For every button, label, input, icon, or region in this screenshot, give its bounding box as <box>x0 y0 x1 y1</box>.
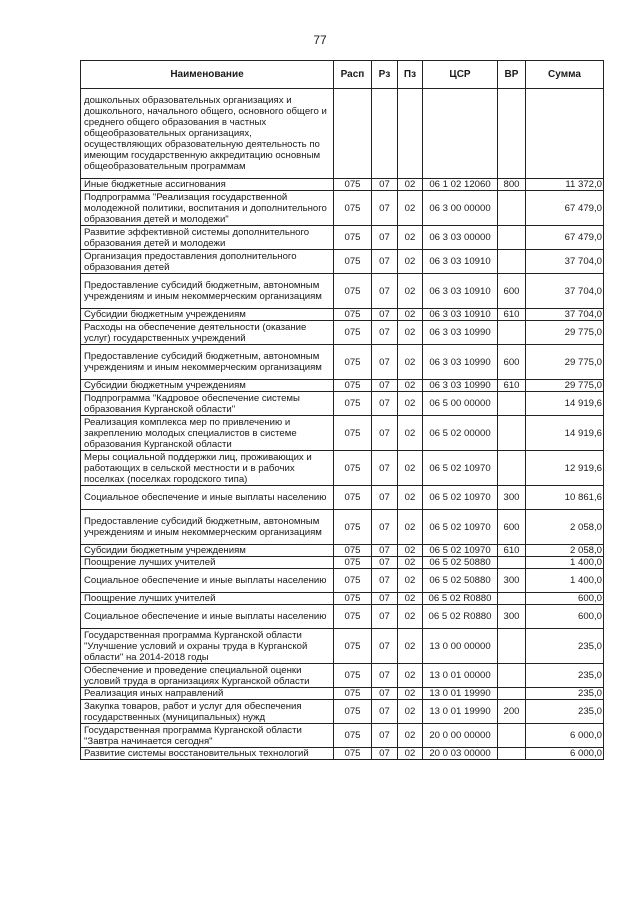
cell-sum: 6 000,0 <box>526 724 604 748</box>
table-row <box>81 510 604 545</box>
cell-rz: 07 <box>372 700 398 724</box>
table-row <box>81 321 604 345</box>
cell-csr: 20 0 00 00000 <box>423 724 498 748</box>
cell-sum: 2 058,0 <box>526 545 604 557</box>
page-number: 77 <box>313 33 327 47</box>
cell-sum: 235,0 <box>526 629 604 664</box>
cell-pz: 02 <box>398 321 423 345</box>
cell-name: Субсидии бюджетным учреждениям <box>81 545 334 557</box>
header-rasp: Расп <box>334 61 372 89</box>
cell-vr <box>498 724 526 748</box>
table-row <box>81 545 604 557</box>
cell-rz: 07 <box>372 345 398 380</box>
cell-rz: 07 <box>372 545 398 557</box>
table-row <box>81 89 604 179</box>
cell-pz: 02 <box>398 345 423 380</box>
cell-vr <box>498 629 526 664</box>
cell-vr: 200 <box>498 700 526 724</box>
cell-sum: 1 400,0 <box>526 557 604 569</box>
cell-rasp: 075 <box>334 593 372 605</box>
cell-csr: 06 3 03 10910 <box>423 250 498 274</box>
cell-pz: 02 <box>398 724 423 748</box>
cell-name: Предоставление субсидий бюджетным, автономным учреждениям и иным некоммерческим организациям <box>81 274 334 309</box>
cell-name: Меры социальной поддержки лиц, проживающих и работающих в сельской местности и в рабочих поселках (поселках городского типа) <box>81 451 334 486</box>
cell-name: Развитие системы восстановительных технологий <box>81 748 334 760</box>
cell-csr: 06 1 02 12060 <box>423 179 498 191</box>
cell-vr: 610 <box>498 380 526 392</box>
cell-rz: 07 <box>372 664 398 688</box>
cell-pz: 02 <box>398 545 423 557</box>
cell-rz: 07 <box>372 510 398 545</box>
cell-vr: 800 <box>498 179 526 191</box>
cell-sum: 235,0 <box>526 664 604 688</box>
cell-pz: 02 <box>398 510 423 545</box>
cell-vr <box>498 321 526 345</box>
cell-name: Социальное обеспечение и иные выплаты населению <box>81 486 334 510</box>
cell-name: Поощрение лучших учителей <box>81 593 334 605</box>
table-row <box>81 593 604 605</box>
cell-rasp: 075 <box>334 569 372 593</box>
table-row <box>81 274 604 309</box>
cell-vr: 300 <box>498 569 526 593</box>
cell-rasp: 075 <box>334 274 372 309</box>
cell-sum: 235,0 <box>526 688 604 700</box>
cell-name: Расходы на обеспечение деятельности (оказание услуг) государственных учреждений <box>81 321 334 345</box>
header-row <box>81 61 604 89</box>
cell-rz: 07 <box>372 748 398 760</box>
cell-rasp: 075 <box>334 688 372 700</box>
cell-pz: 02 <box>398 416 423 451</box>
table-row <box>81 664 604 688</box>
table-row <box>81 688 604 700</box>
cell-vr <box>498 250 526 274</box>
cell-csr: 13 0 01 19990 <box>423 700 498 724</box>
cell-csr: 06 5 02 10970 <box>423 486 498 510</box>
cell-sum: 37 704,0 <box>526 309 604 321</box>
cell-rasp: 075 <box>334 605 372 629</box>
cell-csr: 13 0 01 19990 <box>423 688 498 700</box>
cell-rasp: 075 <box>334 510 372 545</box>
cell-pz: 02 <box>398 451 423 486</box>
cell-pz: 02 <box>398 664 423 688</box>
cell-name: Обеспечение и проведение специальной оценки условий труда в организациях Курганской области <box>81 664 334 688</box>
cell-rz: 07 <box>372 724 398 748</box>
cell-rz: 07 <box>372 688 398 700</box>
cell-rz: 07 <box>372 380 398 392</box>
table-row <box>81 191 604 226</box>
cell-pz: 02 <box>398 191 423 226</box>
cell-csr: 06 5 02 R0880 <box>423 593 498 605</box>
cell-vr: 600 <box>498 274 526 309</box>
cell-rasp: 075 <box>334 451 372 486</box>
cell-name: Субсидии бюджетным учреждениям <box>81 309 334 321</box>
cell-sum: 67 479,0 <box>526 226 604 250</box>
cell-pz: 02 <box>398 605 423 629</box>
cell-csr: 06 5 02 50880 <box>423 557 498 569</box>
cell-name: Организация предоставления дополнительного образования детей <box>81 250 334 274</box>
cell-vr: 610 <box>498 309 526 321</box>
cell-csr: 06 3 03 10910 <box>423 309 498 321</box>
header-pz: Пз <box>398 61 423 89</box>
cell-rasp: 075 <box>334 392 372 416</box>
table-body <box>81 89 604 760</box>
cell-name: Государственная программа Курганской области "Завтра начинается сегодня" <box>81 724 334 748</box>
cell-name: Иные бюджетные ассигнования <box>81 179 334 191</box>
cell-vr <box>498 392 526 416</box>
cell-rasp: 075 <box>334 664 372 688</box>
cell-sum: 600,0 <box>526 593 604 605</box>
cell-pz: 02 <box>398 629 423 664</box>
cell-rasp: 075 <box>334 226 372 250</box>
table-row <box>81 605 604 629</box>
cell-sum: 14 919,6 <box>526 416 604 451</box>
cell-name: Реализация иных направлений <box>81 688 334 700</box>
cell-pz: 02 <box>398 700 423 724</box>
cell-rz: 07 <box>372 557 398 569</box>
cell-rasp: 075 <box>334 486 372 510</box>
cell-name: Социальное обеспечение и иные выплаты населению <box>81 605 334 629</box>
cell-vr <box>498 664 526 688</box>
cell-name: Государственная программа Курганской области "Улучшение условий и охраны труда в Курганской области" на 2014-2018 годы <box>81 629 334 664</box>
cell-vr <box>498 416 526 451</box>
table-row <box>81 416 604 451</box>
cell-sum: 10 861,6 <box>526 486 604 510</box>
cell-name: Субсидии бюджетным учреждениям <box>81 380 334 392</box>
cell-csr: 06 3 03 10990 <box>423 345 498 380</box>
cell-rasp: 075 <box>334 179 372 191</box>
table-row <box>81 557 604 569</box>
table-row <box>81 345 604 380</box>
table-row <box>81 748 604 760</box>
cell-rasp <box>334 89 372 179</box>
cell-name: Закупка товаров, работ и услуг для обеспечения государственных (муниципальных) нужд <box>81 700 334 724</box>
cell-name: Поощрение лучших учителей <box>81 557 334 569</box>
cell-sum: 12 919,6 <box>526 451 604 486</box>
cell-rz: 07 <box>372 629 398 664</box>
cell-csr: 06 5 02 R0880 <box>423 605 498 629</box>
cell-rz: 07 <box>372 226 398 250</box>
cell-rz: 07 <box>372 486 398 510</box>
cell-vr: 610 <box>498 545 526 557</box>
cell-pz: 02 <box>398 250 423 274</box>
cell-sum: 37 704,0 <box>526 250 604 274</box>
cell-pz: 02 <box>398 309 423 321</box>
cell-pz: 02 <box>398 226 423 250</box>
cell-pz: 02 <box>398 274 423 309</box>
cell-rz: 07 <box>372 392 398 416</box>
cell-sum: 29 775,0 <box>526 380 604 392</box>
cell-rz: 07 <box>372 309 398 321</box>
cell-csr: 13 0 00 00000 <box>423 629 498 664</box>
cell-pz: 02 <box>398 569 423 593</box>
cell-csr: 06 5 02 10970 <box>423 510 498 545</box>
cell-vr: 300 <box>498 605 526 629</box>
cell-csr: 06 3 03 10910 <box>423 274 498 309</box>
cell-vr: 600 <box>498 510 526 545</box>
cell-rz: 07 <box>372 569 398 593</box>
cell-name: Развитие эффективной системы дополнительного образования детей и молодежи <box>81 226 334 250</box>
cell-name: Подпрограмма "Кадровое обеспечение системы образования Курганской области" <box>81 392 334 416</box>
table-row <box>81 569 604 593</box>
header-rz: Рз <box>372 61 398 89</box>
cell-vr <box>498 748 526 760</box>
cell-name: Подпрограмма "Реализация государственной молодежной политики, воспитания и дополнительного образования детей и молодежи" <box>81 191 334 226</box>
cell-vr <box>498 593 526 605</box>
cell-pz: 02 <box>398 380 423 392</box>
cell-rz: 07 <box>372 605 398 629</box>
cell-sum: 6 000,0 <box>526 748 604 760</box>
cell-pz: 02 <box>398 179 423 191</box>
budget-table <box>80 60 604 760</box>
table-row <box>81 309 604 321</box>
cell-rasp: 075 <box>334 309 372 321</box>
table-row <box>81 380 604 392</box>
table-row <box>81 700 604 724</box>
cell-pz: 02 <box>398 593 423 605</box>
cell-rz: 07 <box>372 191 398 226</box>
cell-rz: 07 <box>372 179 398 191</box>
cell-rz <box>372 89 398 179</box>
cell-name: дошкольных образовательных организациях и дошкольного, начального общего, основного общего и среднего общего образования в частных общеобразовательных организациях, осуществляющих образовательную деятельность по имеющим государственную аккредитацию основным общеобразовательным программам <box>81 89 334 179</box>
cell-sum: 2 058,0 <box>526 510 604 545</box>
cell-rz: 07 <box>372 416 398 451</box>
cell-rz: 07 <box>372 593 398 605</box>
cell-vr: 600 <box>498 345 526 380</box>
cell-pz: 02 <box>398 392 423 416</box>
cell-sum: 14 919,6 <box>526 392 604 416</box>
table-row <box>81 724 604 748</box>
cell-csr: 06 5 02 00000 <box>423 416 498 451</box>
table-row <box>81 486 604 510</box>
header-vr: ВР <box>498 61 526 89</box>
cell-rasp: 075 <box>334 557 372 569</box>
cell-vr <box>498 191 526 226</box>
cell-csr: 20 0 03 00000 <box>423 748 498 760</box>
cell-pz: 02 <box>398 557 423 569</box>
cell-csr: 06 5 00 00000 <box>423 392 498 416</box>
cell-rz: 07 <box>372 250 398 274</box>
cell-pz: 02 <box>398 688 423 700</box>
cell-sum: 67 479,0 <box>526 191 604 226</box>
header-csr: ЦСР <box>423 61 498 89</box>
table-row <box>81 451 604 486</box>
cell-rz: 07 <box>372 451 398 486</box>
cell-csr: 13 0 01 00000 <box>423 664 498 688</box>
cell-vr <box>498 451 526 486</box>
cell-csr: 06 3 03 00000 <box>423 226 498 250</box>
cell-csr: 06 3 00 00000 <box>423 191 498 226</box>
cell-rasp: 075 <box>334 321 372 345</box>
cell-sum: 29 775,0 <box>526 321 604 345</box>
cell-name: Реализация комплекса мер по привлечению и закреплению молодых специалистов в системе образования Курганской области <box>81 416 334 451</box>
cell-rasp: 075 <box>334 250 372 274</box>
cell-vr <box>498 688 526 700</box>
cell-rasp: 075 <box>334 345 372 380</box>
table-row <box>81 392 604 416</box>
cell-sum: 1 400,0 <box>526 569 604 593</box>
cell-sum: 37 704,0 <box>526 274 604 309</box>
cell-rasp: 075 <box>334 700 372 724</box>
cell-csr: 06 3 03 10990 <box>423 321 498 345</box>
cell-sum: 600,0 <box>526 605 604 629</box>
cell-pz: 02 <box>398 748 423 760</box>
cell-rz: 07 <box>372 274 398 309</box>
cell-pz: 02 <box>398 486 423 510</box>
cell-sum <box>526 89 604 179</box>
table-row <box>81 179 604 191</box>
cell-name: Предоставление субсидий бюджетным, автономным учреждениям и иным некоммерческим организациям <box>81 510 334 545</box>
cell-vr <box>498 89 526 179</box>
table-row <box>81 629 604 664</box>
cell-vr <box>498 226 526 250</box>
table-row <box>81 226 604 250</box>
header-name: Наименование <box>81 61 334 89</box>
cell-csr: 06 5 02 50880 <box>423 569 498 593</box>
cell-csr <box>423 89 498 179</box>
cell-csr: 06 5 02 10970 <box>423 451 498 486</box>
cell-vr <box>498 557 526 569</box>
cell-sum: 235,0 <box>526 700 604 724</box>
cell-rasp: 075 <box>334 748 372 760</box>
cell-sum: 11 372,0 <box>526 179 604 191</box>
cell-rasp: 075 <box>334 416 372 451</box>
cell-rasp: 075 <box>334 380 372 392</box>
table-row <box>81 250 604 274</box>
cell-rasp: 075 <box>334 191 372 226</box>
cell-pz <box>398 89 423 179</box>
cell-csr: 06 5 02 10970 <box>423 545 498 557</box>
cell-sum: 29 775,0 <box>526 345 604 380</box>
cell-vr: 300 <box>498 486 526 510</box>
cell-name: Предоставление субсидий бюджетным, автономным учреждениям и иным некоммерческим организациям <box>81 345 334 380</box>
header-sum: Сумма <box>526 61 604 89</box>
cell-csr: 06 3 03 10990 <box>423 380 498 392</box>
cell-name: Социальное обеспечение и иные выплаты населению <box>81 569 334 593</box>
cell-rz: 07 <box>372 321 398 345</box>
cell-rasp: 075 <box>334 629 372 664</box>
cell-rasp: 075 <box>334 724 372 748</box>
cell-rasp: 075 <box>334 545 372 557</box>
